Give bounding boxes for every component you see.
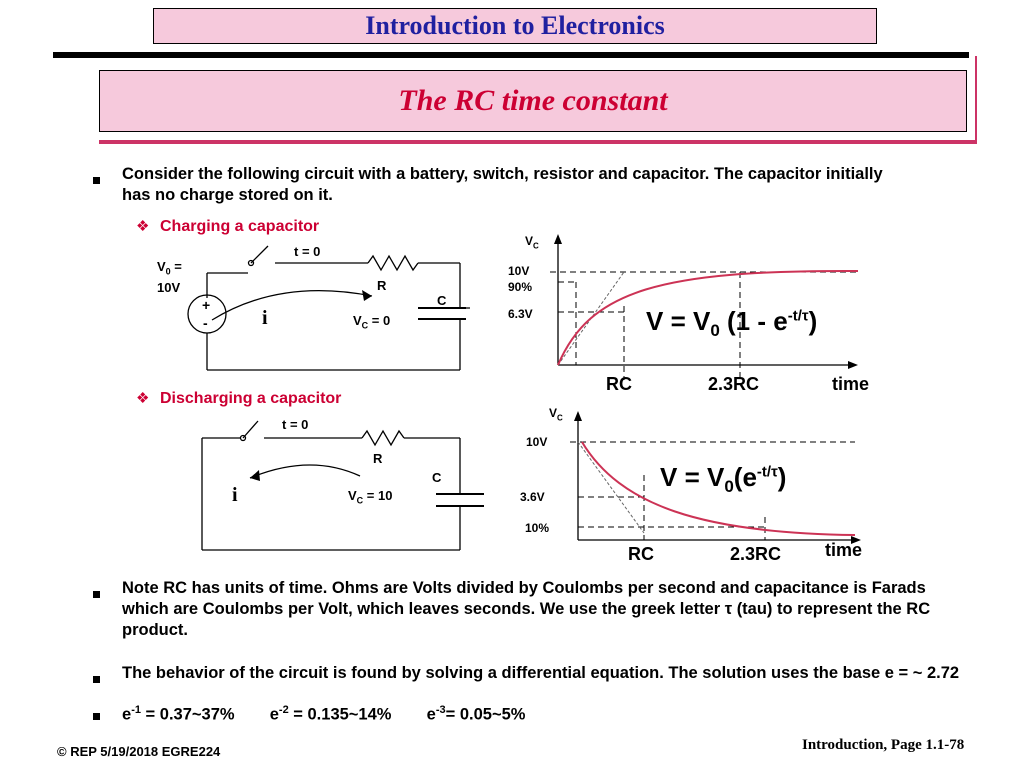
bullet-exponentials: $e^{-1}$ = 0.37~37% $e^{-2}$ = 0.135~14% $e^{-3}=$ 0.05~5% <box>122 704 526 724</box>
discharging-tick-36: 3.6V <box>520 490 545 504</box>
discharging-tick-10v: 10V <box>526 435 548 449</box>
charging-xtick-rc: RC <box>606 374 632 394</box>
title-underline <box>99 140 975 144</box>
charging-equation: $V = V_0$ $(1 - e^{-t/\tau})$ <box>646 306 818 341</box>
bullet-marker <box>93 171 100 189</box>
capacitor-plate <box>436 505 484 507</box>
bullet-intro: Consider the following circuit with a battery, switch, resistor and capacitor. The capacitor initially has no charge stored on it. <box>122 165 883 204</box>
battery-plus: + <box>202 297 211 313</box>
discharging-equation: $V = V_0(e^{-t/\tau})$ <box>660 462 787 497</box>
discharging-xlabel: time <box>825 540 863 560</box>
footer-copyright: © REP 5/19/2018 EGRE224 <box>57 744 221 759</box>
charging-graph <box>500 230 870 380</box>
battery-minus: - <box>203 315 208 331</box>
charging-tick-90: 90% <box>508 280 533 294</box>
discharging-xtick-rc: RC <box>628 544 654 564</box>
charging-resistor-label: R <box>377 278 387 293</box>
bullet-marker <box>93 707 100 725</box>
bullet-marker <box>93 585 100 603</box>
charging-switch-label: t = 0 <box>294 244 321 259</box>
charging-xlabel: time <box>832 374 870 394</box>
diamond-bullet-icon: ❖ <box>136 218 150 235</box>
discharging-vc-label: $V_C = 10$ <box>348 488 393 506</box>
discharging-switch-label: t = 0 <box>282 417 309 432</box>
slide-title: The RC time constant <box>99 70 967 132</box>
sub-heading-discharging: Discharging a capacitor <box>160 390 342 407</box>
charging-vc-label: $V_C = 0$ <box>353 313 391 331</box>
bullet-rc-units: Note RC has units of time. Ohms are Volts divided by Coulombs per second and capacitance is Farads which are Coulombs per Volt, which leaves seconds. We use the greek letter τ (tau) to represent the RC product. <box>122 579 931 639</box>
capacitor-plate <box>418 318 466 320</box>
footer-page-number: Introduction, Page 1.1-78 <box>802 737 965 753</box>
header-side-rule <box>975 56 977 144</box>
charging-current-label: i <box>262 307 268 329</box>
charging-ylabel: $V_C$ <box>525 234 539 251</box>
bullet-differential: The behavior of the circuit is found by solving a differential equation. The solution uses the base e = ~ 2.72 <box>122 664 960 682</box>
charging-v0-label: $V_0$ = 10V <box>157 259 182 295</box>
discharging-capacitor-label: C <box>432 470 442 485</box>
sub-heading-charging: Charging a capacitor <box>160 218 320 235</box>
discharging-resistor-label: R <box>373 451 383 466</box>
capacitor-plate <box>436 493 484 495</box>
charging-capacitor-label: C <box>437 293 447 308</box>
discharging-tick-10: 10% <box>525 521 550 535</box>
discharging-current-label: i <box>232 484 238 506</box>
discharging-ylabel: $V_C$ <box>549 406 563 423</box>
charging-tick-63: 6.3V <box>508 307 533 321</box>
discharging-xtick-23rc: 2.3RC <box>730 544 782 564</box>
bullet-marker <box>93 670 100 688</box>
charging-tick-10v: 10V <box>508 264 530 278</box>
course-title: Introduction to Electronics <box>153 8 877 44</box>
header-rule <box>53 52 969 58</box>
charging-xtick-23rc: 2.3RC <box>708 374 760 394</box>
diamond-bullet-icon: ❖ <box>136 390 150 407</box>
